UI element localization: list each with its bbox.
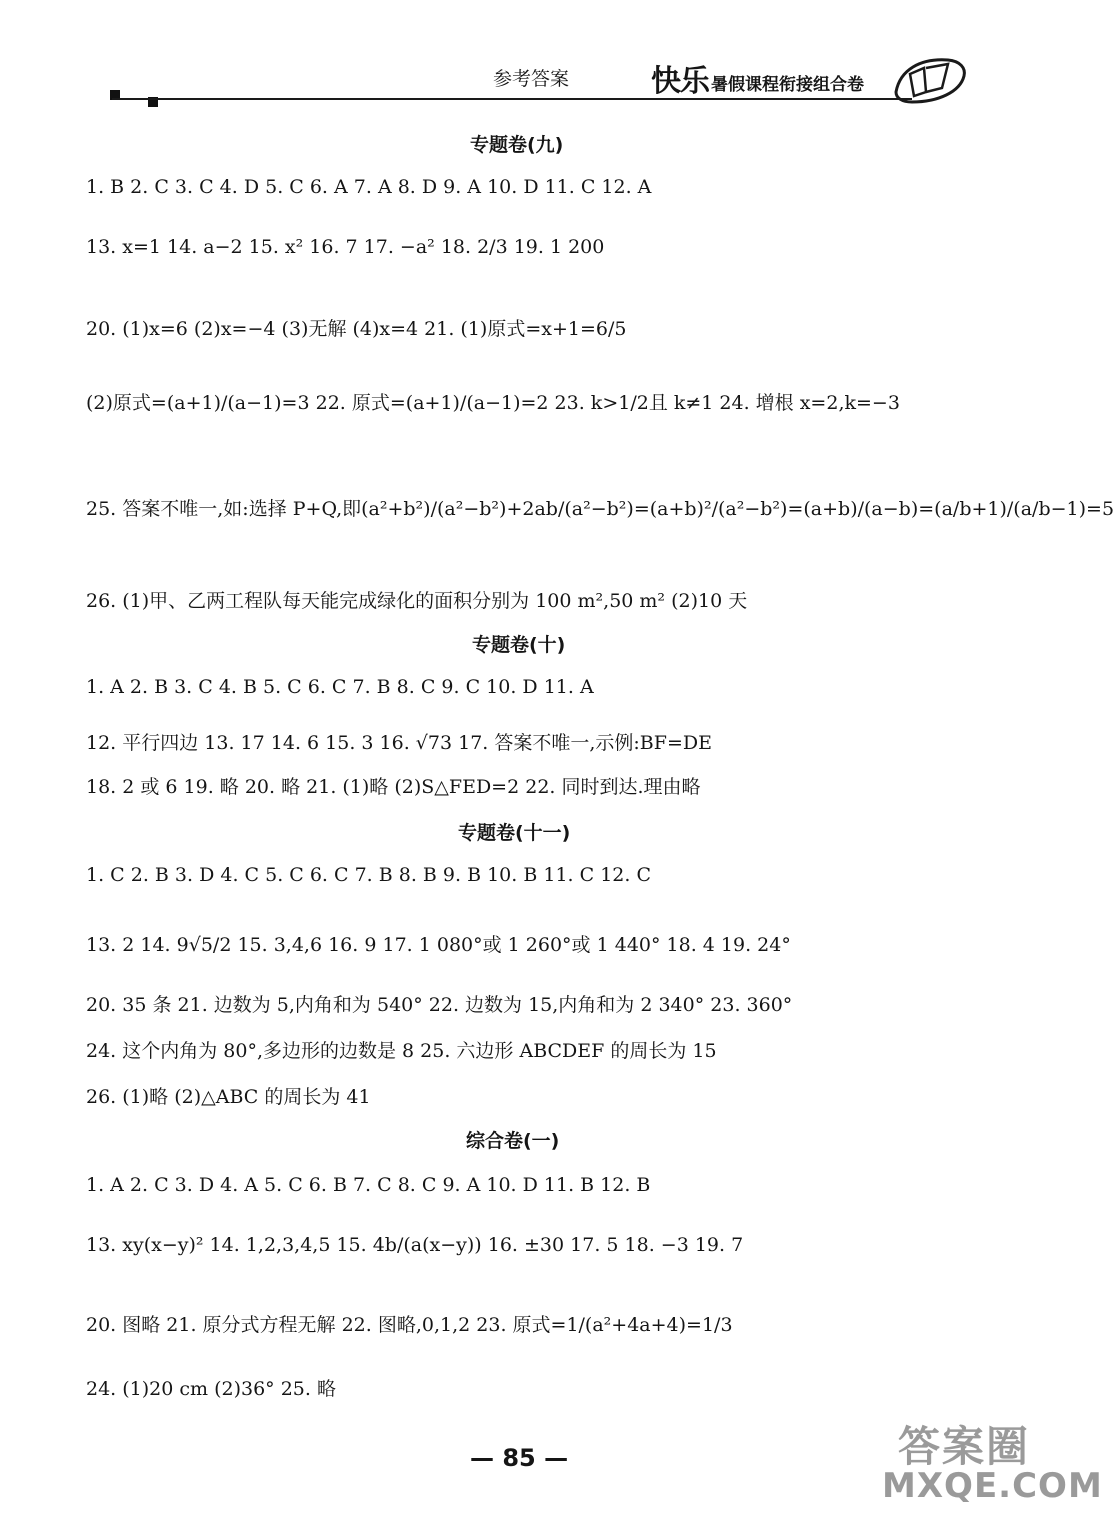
answer-line: (2)原式=(a+1)/(a−1)=3 22. 原式=(a+1)/(a−1)=2 23. k>1/2且 k≠1 24. 增根 x=2,k=−3 [86, 392, 900, 414]
answer-line: 26. (1)甲、乙两工程队每天能完成绿化的面积分别为 100 m²,50 m² (2)10 天 [86, 590, 748, 612]
header-rule [112, 98, 912, 100]
answer-line: 1. A 2. C 3. D 4. A 5. C 6. B 7. C 8. C 9. A 10. D 11. B 12. B [86, 1174, 651, 1196]
answer-line: 13. xy(x−y)² 14. 1,2,3,4,5 15. 4b/(a(x−y)) 16. ±30 17. 5 18. −3 19. 7 [86, 1234, 744, 1256]
answer-line: 18. 2 或 6 19. 略 20. 略 21. (1)略 (2)S△FED=2 22. 同时到达.理由略 [86, 776, 701, 798]
header-series-title: 暑假课程衔接组合卷 [711, 75, 864, 95]
answer-line: 1. C 2. B 3. D 4. C 5. C 6. C 7. B 8. B 9. B 10. B 11. C 12. C [86, 864, 651, 886]
header-brand: 快乐 [651, 64, 709, 99]
answer-line: 1. B 2. C 3. C 4. D 5. C 6. A 7. A 8. D 9. A 10. D 11. C 12. A [86, 176, 652, 198]
section-title-comprehensive-1: 综合卷(一) [466, 1130, 560, 1152]
answer-line: 13. x=1 14. a−2 15. x² 16. 7 17. −a² 18. 2/3 19. 1 200 [86, 236, 605, 258]
book-logo-icon [890, 52, 970, 108]
answer-line: 26. (1)略 (2)△ABC 的周长为 41 [86, 1086, 371, 1108]
watermark-bottom-text: MXQE.COM [882, 1466, 1103, 1506]
answer-line: 20. (1)x=6 (2)x=−4 (3)无解 (4)x=4 21. (1)原式=x+1=6/5 [86, 318, 627, 340]
answer-line: 24. (1)20 cm (2)36° 25. 略 [86, 1378, 336, 1400]
section-title-9: 专题卷(九) [470, 134, 564, 156]
answer-line: 24. 这个内角为 80°,多边形的边数是 8 25. 六边形 ABCDEF 的周长为 15 [86, 1040, 717, 1062]
header-reference-title: 参考答案 [493, 68, 570, 90]
section-title-10: 专题卷(十) [472, 634, 566, 656]
section-title-11: 专题卷(十一) [458, 822, 571, 844]
answer-line: 20. 图略 21. 原分式方程无解 22. 图略,0,1,2 23. 原式=1/(a²+4a+4)=1/3 [86, 1314, 733, 1336]
answer-line: 20. 35 条 21. 边数为 5,内角和为 540° 22. 边数为 15,内角和为 2 340° 23. 360° [86, 994, 793, 1016]
watermark [882, 1414, 1103, 1506]
watermark-top-text: 答案圈 [898, 1422, 1031, 1471]
answer-line: 12. 平行四边 13. 17 14. 6 15. 3 16. √73 17. 答案不唯一,示例:BF=DE [86, 732, 712, 754]
page-number: — 85 — [470, 1444, 569, 1472]
answer-line: 1. A 2. B 3. C 4. B 5. C 6. C 7. B 8. C 9. C 10. D 11. A [86, 676, 594, 698]
answer-line: 25. 答案不唯一,如:选择 P+Q,即(a²+b²)/(a²−b²)+2ab/(a²−b²)=(a+b)²/(a²−b²)=(a+b)/(a−b)=(a/b+1)/(a/b−1)=5 [86, 498, 1114, 520]
answer-line: 13. 2 14. 9√5/2 15. 3,4,6 16. 9 17. 1 080°或 1 260°或 1 440° 18. 4 19. 24° [86, 934, 791, 956]
